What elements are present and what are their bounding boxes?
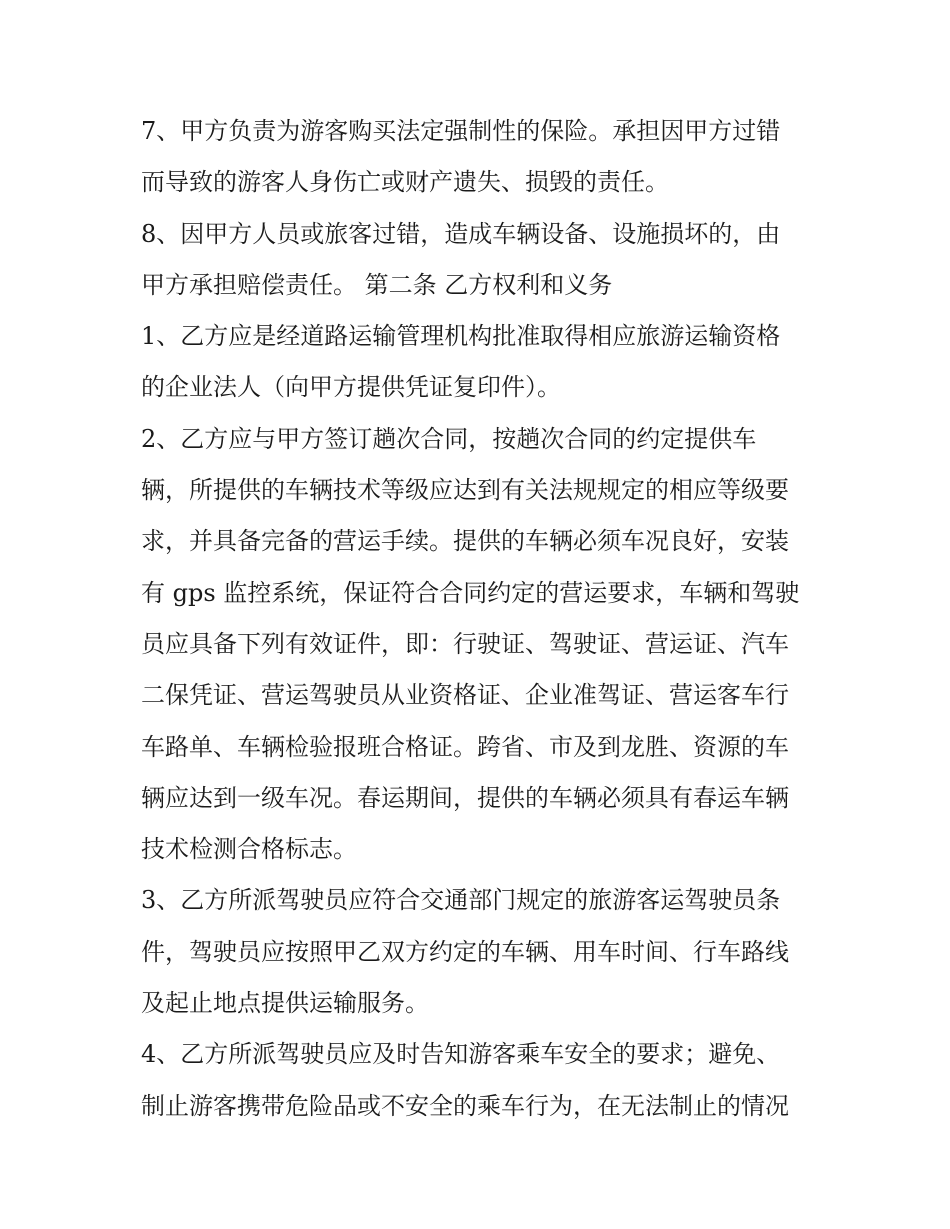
text-line: 制止游客携带危险品或不安全的乘车行为，在无法制止的情况: [141, 1091, 789, 1120]
text-line: 辆应达到一级车况。春运期间，提供的车辆必须具有春运车辆: [141, 783, 789, 812]
text-line: 甲方承担赔偿责任。 第二条 乙方权利和义务: [141, 270, 613, 299]
contract-text: [141, 106, 841, 1132]
text-line: 的企业法人（向甲方提供凭证复印件）。: [141, 373, 561, 402]
text-line: 7、甲方负责为游客购买法定强制性的保险。承担因甲方过错: [141, 117, 781, 145]
text-line: 技术检测合格标志。: [141, 835, 357, 864]
text-line: 8、因甲方人员或旅客过错，造成车辆设备、设施损坏的，由: [141, 219, 781, 248]
text-line: 有 gps 监控系统，保证符合合同约定的营运要求，车辆和驾驶: [141, 578, 800, 607]
text-line: 2、乙方应与甲方签订趟次合同，按趟次合同的约定提供车: [141, 424, 757, 453]
text-line: 件，驾驶员应按照甲乙双方约定的车辆、用车时间、行车路线: [141, 937, 789, 966]
text-line: 4、乙方所派驾驶员应及时告知游客乘车安全的要求；避免、: [141, 1040, 781, 1069]
text-line: 3、乙方所派驾驶员应符合交通部门规定的旅游客运驾驶员条: [141, 886, 781, 915]
text-line: 辆，所提供的车辆技术等级应达到有关法规规定的相应等级要: [141, 476, 789, 505]
text-line: 二保凭证、营运驾驶员从业资格证、企业准驾证、营运客车行: [141, 681, 789, 710]
text-line: 而导致的游客人身伤亡或财产遗失、损毁的责任。: [141, 168, 669, 197]
text-line: 员应具备下列有效证件，即：行驶证、驾驶证、营运证、汽车: [141, 629, 789, 658]
text-line: 1、乙方应是经道路运输管理机构批准取得相应旅游运输资格: [141, 322, 781, 351]
text-line: 车路单、车辆检验报班合格证。跨省、市及到龙胜、资源的车: [141, 732, 789, 761]
text-line: 及起止地点提供运输服务。: [141, 989, 429, 1018]
text-line: 求，并具备完备的营运手续。提供的车辆必须车况良好，安装: [141, 527, 789, 556]
